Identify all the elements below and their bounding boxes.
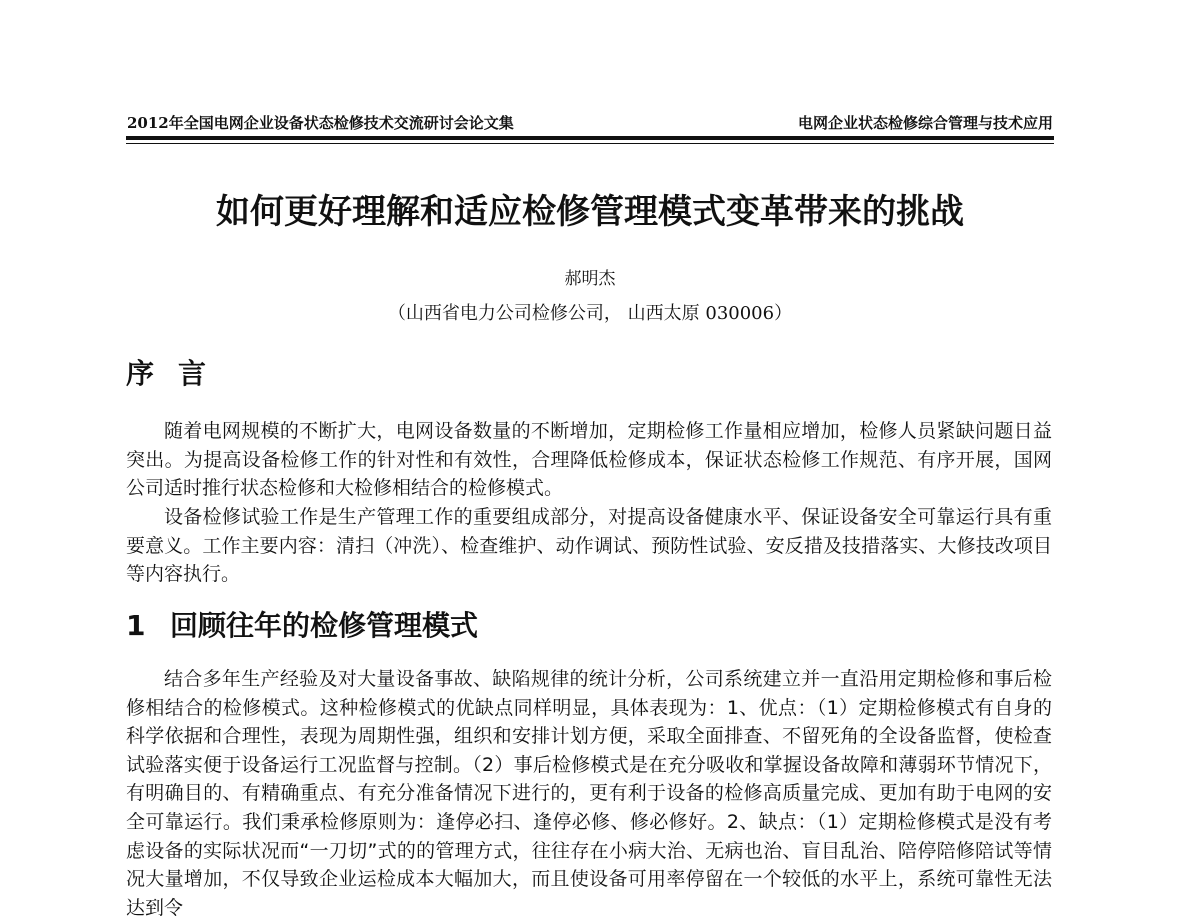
- preface-paragraph-1: 随着电网规模的不断扩大，电网设备数量的不断增加，定期检修工作量相应增加，检修人员紧缺问题日益突出。为提高设备检修工作的针对性和有效性，合理降低检修成本，保证状态检修工作规范、有序开展，国网公司适时推行状态检修和大检修相结合的检修模式。: [126, 420, 1052, 500]
- header-session-title: 电网企业状态检修综合管理与技术应用: [797, 114, 1053, 132]
- section-heading-preface: 序言: [126, 357, 231, 390]
- running-header: [127, 112, 1053, 136]
- paper-author: 郝明杰: [564, 269, 616, 289]
- paper-title: 如何更好理解和适应检修管理模式变革带来的挑战: [216, 192, 964, 232]
- header-proceedings-title: 2012年全国电网企业设备状态检修技术交流研讨会论文集: [127, 114, 514, 132]
- section-number: 1: [126, 609, 146, 642]
- paper-affiliation: （山西省电力公司检修公司， 山西太原 030006）: [387, 303, 793, 324]
- preface-paragraph-2: 设备检修试验工作是生产管理工作的重要组成部分，对提高设备健康水平、保证设备安全可靠运行具有重要意义。工作主要内容：清扫（冲洗）、检查维护、动作调试、预防性试验、安反措及技措落实、大修技改项目等内容执行。: [126, 506, 1052, 586]
- header-rule-thin: [126, 143, 1054, 144]
- section-title: 回顾往年的检修管理模式: [170, 609, 479, 642]
- section1-paragraph-1: 结合多年生产经验及对大量设备事故、缺陷规律的统计分析，公司系统建立并一直沿用定期检修和事后检修相结合的检修模式。这种检修模式的优缺点同样明显，具体表现为：1、优点：（1）定期检修模式有自身的科学依据和合理性，表现为周期性强，组织和安排计划方便，采取全面排查、不留死角的全设备监督，使检查试验落实便于设备运行工况监督与控制。（2）事后检修模式是在充分吸收和掌握设备故障和薄弱环节情况下，有明确目的、有精确重点、有充分准备情况下进行的，更有利于设备的检修高质量完成、更加有助于电网的安全可靠运行。我们秉承检修原则为：逢停必扫、逢停必修、修必修好。2、缺点：（1）定期检修模式是没有考虑设备的实际状况而“一刀切”式的的管理方式，往往存在小病大治、无病也治、盲目乱治、陪停陪修陪试等情况大量增加，不仅导致企业运检成本大幅加大，而且使设备可用率停留在一个较低的水平上，系统可靠性无法达到令: [126, 668, 1052, 919]
- header-rule-thick: [126, 136, 1054, 140]
- section-heading-1: [126, 606, 478, 646]
